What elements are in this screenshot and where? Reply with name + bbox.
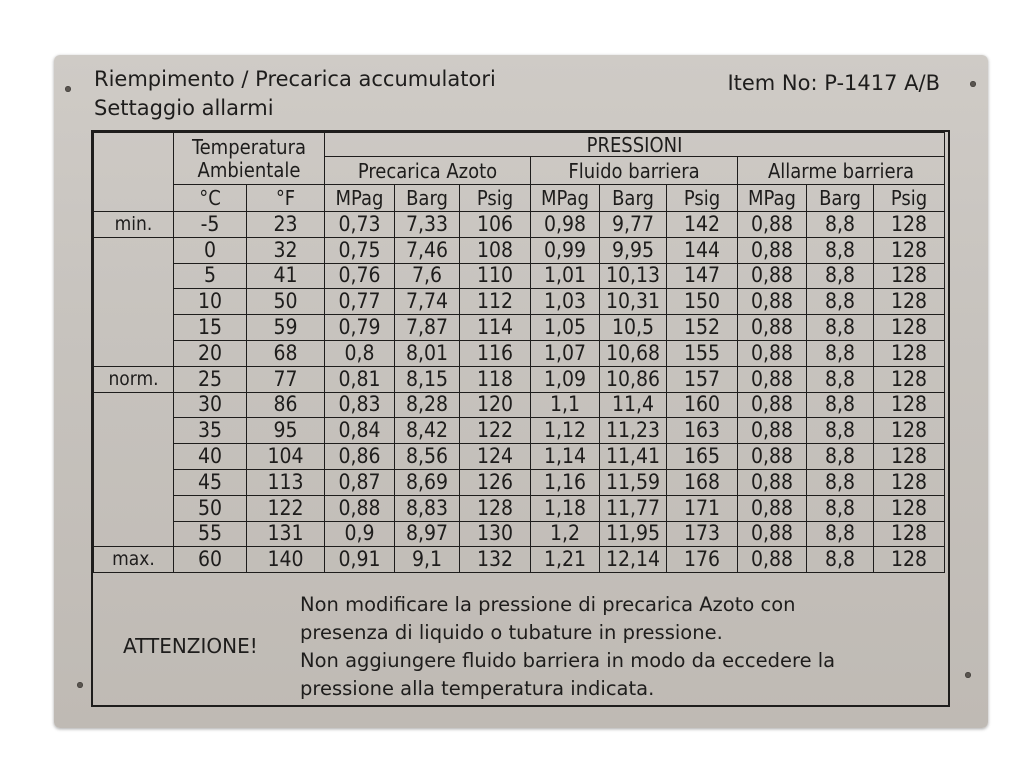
pressure-cell: 130 [460,521,531,547]
label-plate [54,55,988,728]
table-row [94,263,945,289]
pressure-cell: 106 [460,212,531,238]
pressure-cell: 0,73 [325,212,395,238]
pressure-cell: 1,2 [531,521,600,547]
pressure-cell: 124 [460,444,531,470]
group-header: Fluido barriera [531,157,738,185]
pressure-cell: 8,83 [395,495,460,521]
celsius-cell: 5 [174,263,247,289]
table-row [94,212,945,238]
fahrenheit-cell: 32 [247,237,325,263]
pressure-table-frame [91,130,950,707]
pressure-cell: 132 [460,547,531,573]
pressure-cell: 8,01 [395,340,460,366]
pressure-unit: MPag [325,185,395,212]
pressure-cell: 9,95 [600,237,667,263]
pressure-cell: 0,81 [325,366,395,392]
pressure-cell: 8,8 [807,340,874,366]
pressure-cell: 7,6 [395,263,460,289]
celsius-cell: 55 [174,521,247,547]
table-row [94,469,945,495]
pressure-cell: 128 [874,418,945,444]
pressure-cell: 128 [874,366,945,392]
row-label [94,237,174,366]
pressure-cell: 0,88 [325,495,395,521]
temp-unit: °C [174,185,247,212]
fahrenheit-cell: 122 [247,495,325,521]
warning-message [300,591,835,703]
fahrenheit-cell: 77 [247,366,325,392]
pressure-cell: 171 [667,495,738,521]
pressure-cell: 7,87 [395,315,460,341]
pressure-cell: 118 [460,366,531,392]
pressure-unit: Barg [600,185,667,212]
fahrenheit-cell: 59 [247,315,325,341]
fahrenheit-cell: 50 [247,289,325,315]
warning-line: Non modificare la pressione di precarica Azoto con [300,593,796,616]
table-row [94,237,945,263]
plate-subtitle: Settaggio allarmi [94,96,274,120]
pressure-cell: 11,95 [600,521,667,547]
group-header: Precarica Azoto [325,157,531,185]
row-label: norm. [94,366,174,392]
pressure-cell: 0,88 [738,340,807,366]
pressure-cell: 128 [874,315,945,341]
pressure-cell: 8,8 [807,495,874,521]
fahrenheit-cell: 104 [247,444,325,470]
pressure-table [93,132,945,573]
warning-note [93,587,948,705]
pressure-cell: 8,97 [395,521,460,547]
pressure-cell: 0,88 [738,289,807,315]
celsius-cell: 35 [174,418,247,444]
pressure-cell: 0,88 [738,263,807,289]
pressure-cell: 1,16 [531,469,600,495]
pressure-cell: 128 [874,469,945,495]
pressure-cell: 1,03 [531,289,600,315]
pressure-cell: 0,88 [738,469,807,495]
celsius-cell: 20 [174,340,247,366]
pressure-cell: 0,88 [738,495,807,521]
pressure-cell: 10,31 [600,289,667,315]
pressure-cell: 8,8 [807,237,874,263]
pressure-cell: 1,18 [531,495,600,521]
pressure-cell: 147 [667,263,738,289]
pressure-cell: 8,8 [807,444,874,470]
pressure-cell: 8,8 [807,263,874,289]
pressure-cell: 8,8 [807,392,874,418]
pressure-cell: 0,83 [325,392,395,418]
pressure-cell: 8,8 [807,366,874,392]
pressure-cell: 0,9 [325,521,395,547]
pressure-cell: 0,79 [325,315,395,341]
pressure-cell: 7,74 [395,289,460,315]
pressure-cell: 0,88 [738,392,807,418]
pressure-cell: 116 [460,340,531,366]
pressure-cell: 128 [874,237,945,263]
pressure-cell: 0,88 [738,547,807,573]
row-label: max. [94,547,174,573]
pressure-cell: 120 [460,392,531,418]
unit-row [94,185,945,212]
pressure-cell: 114 [460,315,531,341]
table-row [94,444,945,470]
table-row [94,315,945,341]
pressure-cell: 7,46 [395,237,460,263]
mounting-hole [970,81,976,87]
pressure-cell: 1,01 [531,263,600,289]
pressure-cell: 11,59 [600,469,667,495]
temp-unit: °F [247,185,325,212]
pressure-cell: 10,68 [600,340,667,366]
mounting-hole [77,682,83,688]
celsius-cell: 0 [174,237,247,263]
pressure-cell: 128 [460,495,531,521]
table-row [94,340,945,366]
pressure-cell: 168 [667,469,738,495]
pressure-cell: 150 [667,289,738,315]
celsius-cell: 25 [174,366,247,392]
pressure-cell: 8,28 [395,392,460,418]
pressure-cell: 128 [874,263,945,289]
pressure-cell: 9,77 [600,212,667,238]
fahrenheit-cell: 113 [247,469,325,495]
pressure-cell: 128 [874,289,945,315]
pressure-unit: Psig [874,185,945,212]
celsius-cell: 40 [174,444,247,470]
pressure-cell: 0,88 [738,212,807,238]
temperature-header: Temperatura Ambientale [174,133,325,185]
pressure-cell: 10,13 [600,263,667,289]
pressure-cell: 12,14 [600,547,667,573]
pressure-cell: 1,09 [531,366,600,392]
pressure-cell: 0,76 [325,263,395,289]
fahrenheit-cell: 68 [247,340,325,366]
pressure-unit: Psig [460,185,531,212]
pressure-cell: 173 [667,521,738,547]
pressure-unit: Barg [807,185,874,212]
pressure-cell: 0,86 [325,444,395,470]
mounting-hole [65,86,71,92]
pressure-cell: 8,56 [395,444,460,470]
celsius-cell: 30 [174,392,247,418]
pressure-cell: 163 [667,418,738,444]
pressure-cell: 8,69 [395,469,460,495]
pressure-cell: 165 [667,444,738,470]
item-number: Item No: P-1417 A/B [727,71,940,95]
table-row [94,495,945,521]
pressure-cell: 1,07 [531,340,600,366]
pressure-cell: 155 [667,340,738,366]
pressure-unit: Barg [395,185,460,212]
pressure-header: PRESSIONI [325,133,945,157]
pressure-unit: Psig [667,185,738,212]
pressure-cell: 108 [460,237,531,263]
pressure-unit: MPag [531,185,600,212]
pressure-cell: 157 [667,366,738,392]
mounting-hole [965,672,971,678]
pressure-cell: 10,86 [600,366,667,392]
pressure-cell: 0,88 [738,418,807,444]
pressure-cell: 128 [874,521,945,547]
pressure-cell: 144 [667,237,738,263]
pressure-cell: 152 [667,315,738,341]
pressure-cell: 11,4 [600,392,667,418]
table-row [94,547,945,573]
pressure-cell: 1,21 [531,547,600,573]
celsius-cell: 10 [174,289,247,315]
pressure-cell: 0,88 [738,237,807,263]
pressure-cell: 0,88 [738,315,807,341]
pressure-cell: 7,33 [395,212,460,238]
pressure-cell: 8,8 [807,315,874,341]
pressure-cell: 0,88 [738,366,807,392]
pressure-cell: 0,88 [738,521,807,547]
row-label: min. [94,212,174,238]
pressure-cell: 8,8 [807,212,874,238]
pressure-cell: 110 [460,263,531,289]
pressure-cell: 0,88 [738,444,807,470]
pressure-cell: 128 [874,444,945,470]
fahrenheit-cell: 86 [247,392,325,418]
pressure-cell: 128 [874,547,945,573]
table-row [94,418,945,444]
pressure-cell: 9,1 [395,547,460,573]
plate-title: Riempimento / Precarica accumulatori [94,67,496,91]
pressure-cell: 1,1 [531,392,600,418]
pressure-cell: 0,98 [531,212,600,238]
warning-line: Non aggiungere fluido barriera in modo da eccedere la [300,649,836,672]
pressure-cell: 160 [667,392,738,418]
header-row [94,133,945,157]
pressure-cell: 8,8 [807,469,874,495]
table-row [94,521,945,547]
pressure-cell: 11,77 [600,495,667,521]
celsius-cell: 15 [174,315,247,341]
pressure-cell: 11,41 [600,444,667,470]
pressure-cell: 0,8 [325,340,395,366]
pressure-cell: 128 [874,392,945,418]
table-row [94,289,945,315]
pressure-cell: 128 [874,212,945,238]
pressure-cell: 1,05 [531,315,600,341]
table-row [94,366,945,392]
pressure-cell: 8,8 [807,547,874,573]
warning-line: pressione alla temperatura indicata. [300,677,655,700]
celsius-cell: 50 [174,495,247,521]
pressure-cell: 0,75 [325,237,395,263]
celsius-cell: -5 [174,212,247,238]
row-label [94,392,174,547]
warning-line: presenza di liquido o tubature in pressione. [300,621,723,644]
warning-label: ATTENZIONE! [123,634,258,658]
table-row [94,392,945,418]
pressure-unit: MPag [738,185,807,212]
pressure-cell: 128 [874,340,945,366]
pressure-cell: 11,23 [600,418,667,444]
pressure-cell: 0,84 [325,418,395,444]
fahrenheit-cell: 23 [247,212,325,238]
fahrenheit-cell: 41 [247,263,325,289]
pressure-cell: 0,77 [325,289,395,315]
row-label-header [94,133,174,212]
pressure-cell: 8,42 [395,418,460,444]
pressure-cell: 176 [667,547,738,573]
pressure-cell: 8,8 [807,418,874,444]
pressure-cell: 0,99 [531,237,600,263]
pressure-cell: 8,8 [807,521,874,547]
celsius-cell: 45 [174,469,247,495]
pressure-cell: 122 [460,418,531,444]
pressure-cell: 0,91 [325,547,395,573]
pressure-cell: 0,87 [325,469,395,495]
pressure-cell: 10,5 [600,315,667,341]
pressure-cell: 112 [460,289,531,315]
pressure-cell: 126 [460,469,531,495]
group-header: Allarme barriera [738,157,945,185]
pressure-cell: 128 [874,495,945,521]
fahrenheit-cell: 140 [247,547,325,573]
fahrenheit-cell: 95 [247,418,325,444]
pressure-cell: 1,12 [531,418,600,444]
pressure-cell: 8,8 [807,289,874,315]
celsius-cell: 60 [174,547,247,573]
pressure-cell: 8,15 [395,366,460,392]
fahrenheit-cell: 131 [247,521,325,547]
pressure-cell: 1,14 [531,444,600,470]
pressure-cell: 142 [667,212,738,238]
